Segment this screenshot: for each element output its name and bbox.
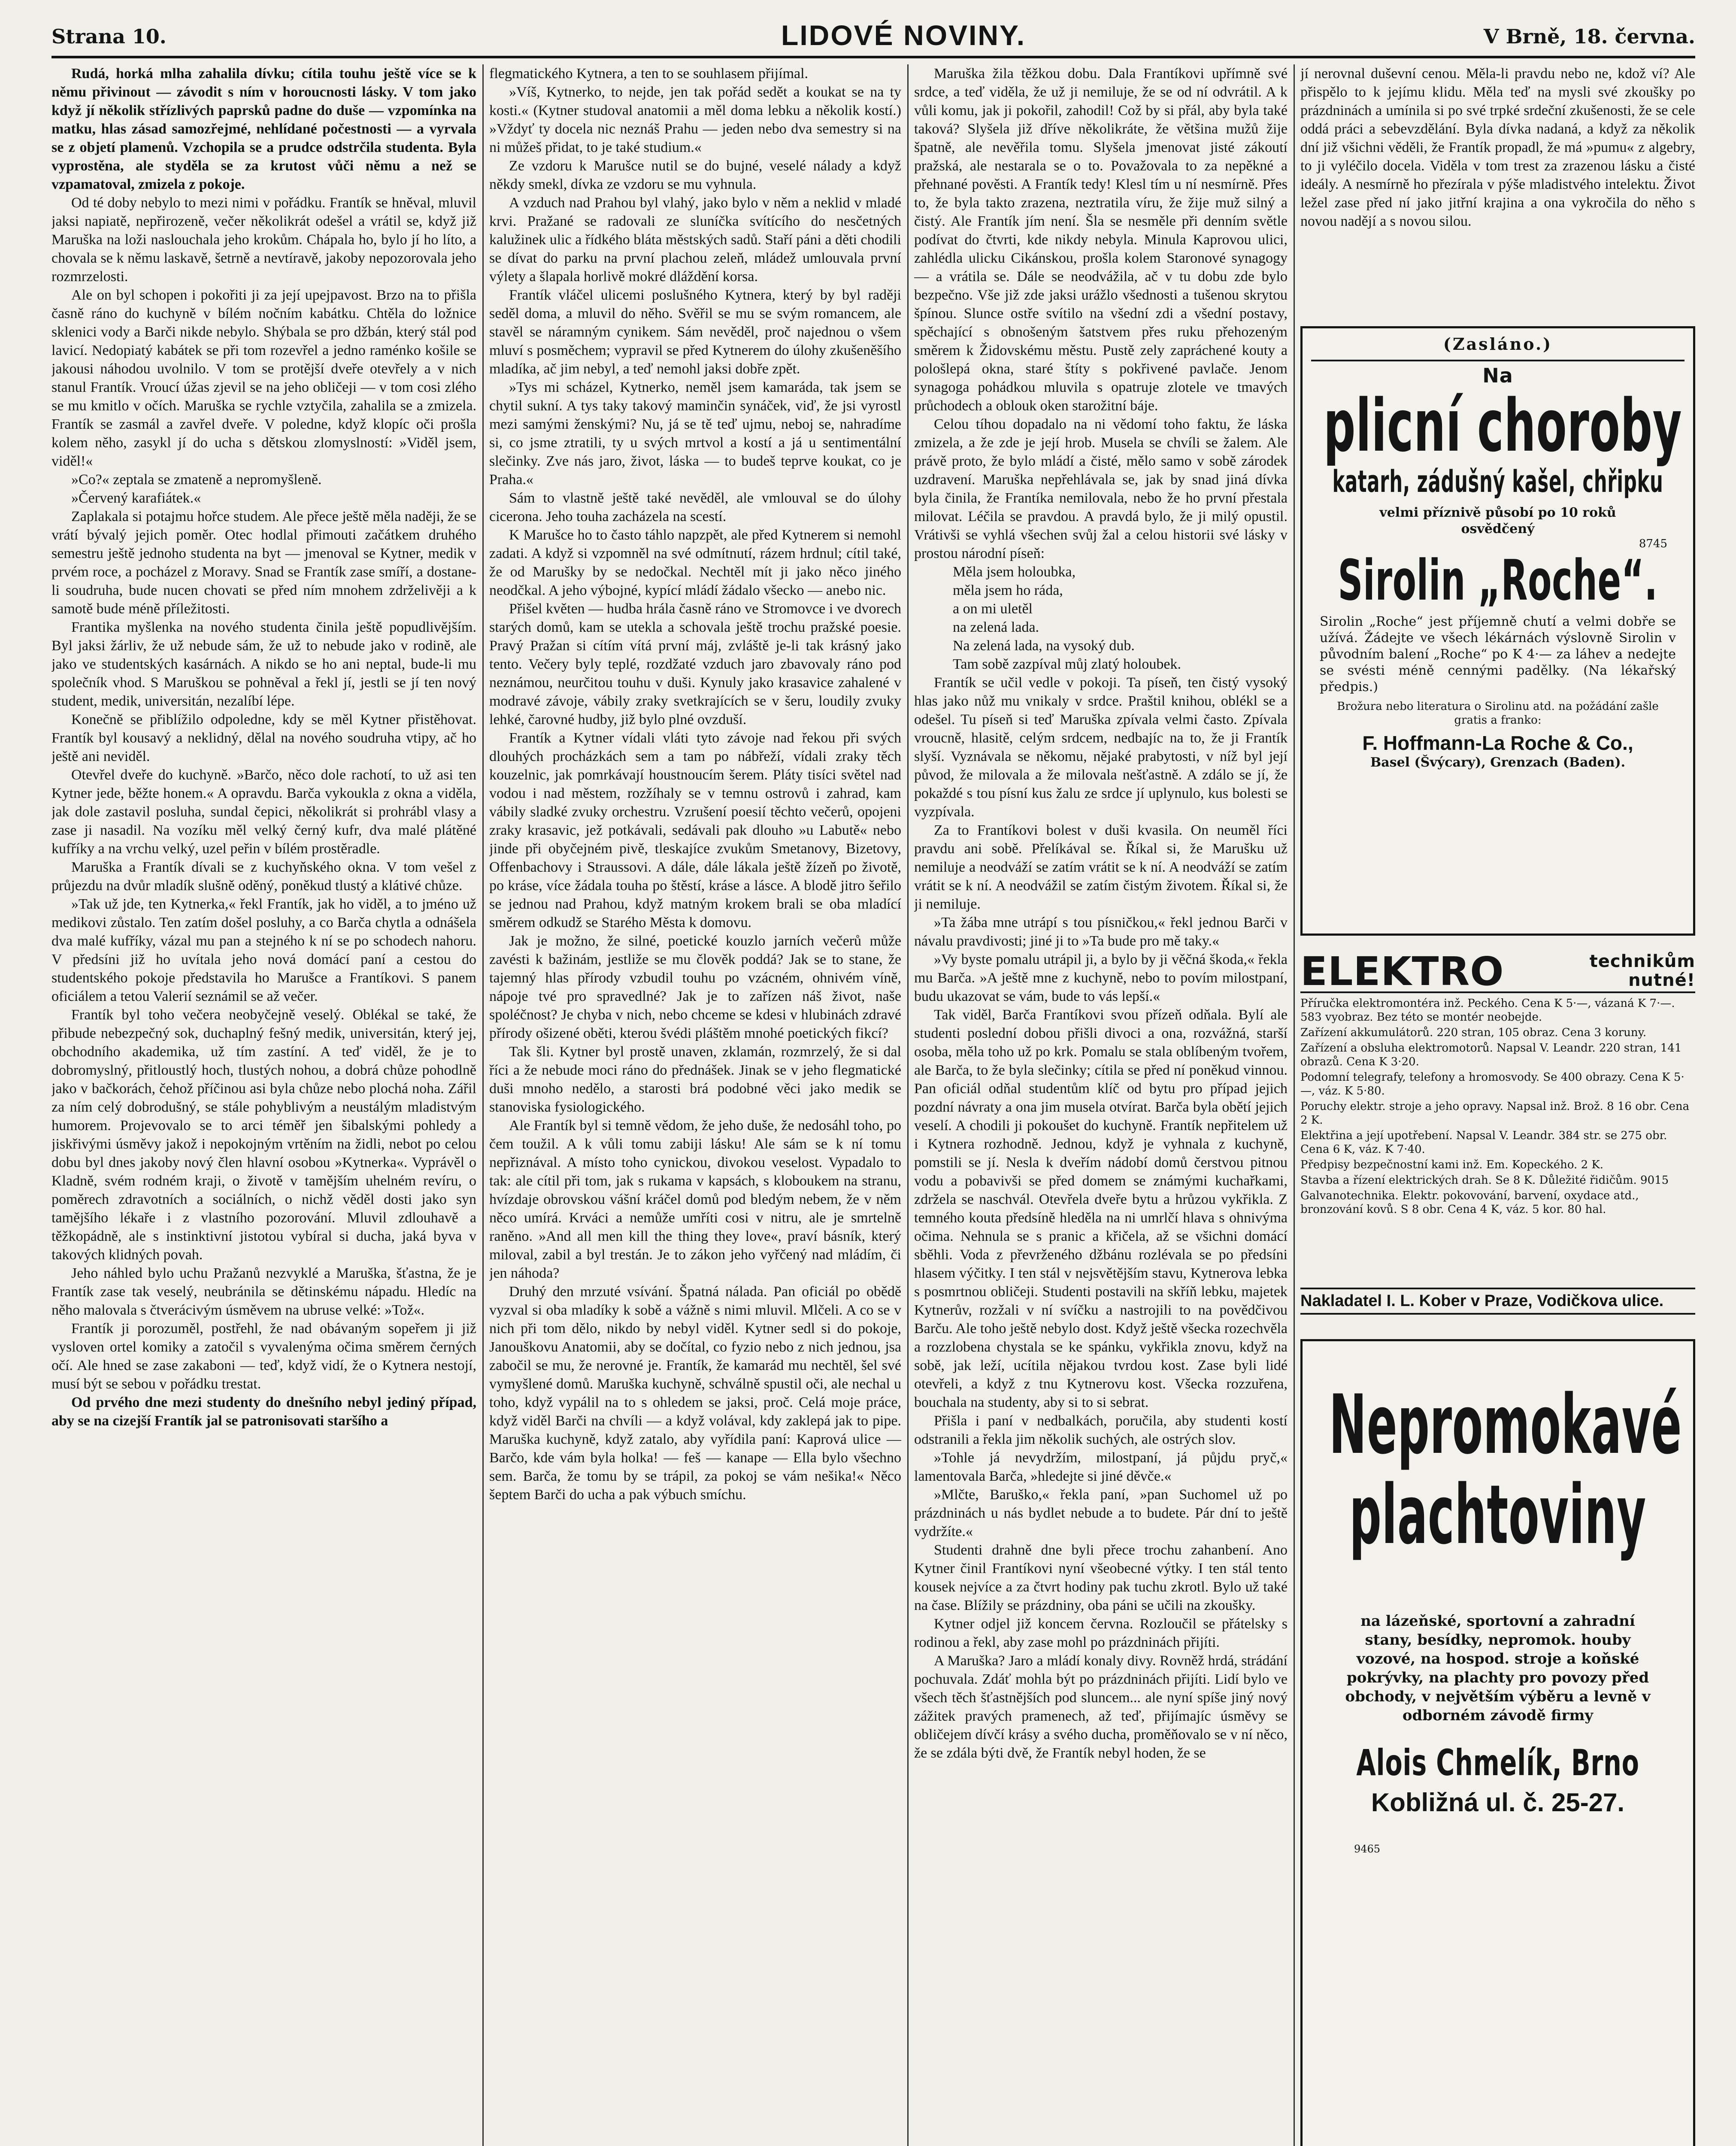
paragraph: Frantík se učil vedle v pokoji. Ta píseň, ten čistý vysoký hlas jako nůž mu vnikaly v srdce. Praštil knihou, oblékl se a odešel. Tu píseň si teď Maruška zpívala velmi často. Zpívala vroucně, hlasitě, celým srdcem, nedbajíc na to, že ji Frantík slyší. Vyznávala se někomu, nějaké prabytosti, v níž byl její původ, že milovala a že milovala nešťastně. A zdálo se jí, že pokaždé s tou písní kus žalu ze srdce jí uplynulo, kus bolesti se vyzpívala.: [914, 675, 1288, 820]
column-divider: [907, 64, 909, 2146]
issue-date: V Brně, 18. června.: [1483, 25, 1695, 48]
ad-headline: plicní choroby: [1323, 384, 1682, 468]
paragraph: Studenti drahně dne byli přece trochu zahanbení. Ano Kytner činil Frantíkovi nyní všeobecné výtky. I ten stál tento kousek nejvíce a za čtvrt hodiny pak tuchu zkrotl. Bylo už také na čase. Blížily se prázdniny, oba páni se učili na zkoušky.: [914, 1542, 1288, 1613]
ad-item: Galvanotechnika. Elektr. pokovování, barvení, oxydace atd., bronzování kovů. S 8 obr. Cena 4 K, váz. 5 kor. 80 hal.: [1300, 1189, 1639, 1216]
chmelik-ad: [1300, 1339, 1695, 2146]
ad-item: Elektřina a její upotřebení. Napsal V. Leandr. 384 str. se 275 obr. Cena 6 K, váz. K 7·40.: [1300, 1129, 1667, 1156]
paragraph: Rudá, horká mlha zahalila dívku; cítila touhu ještě více se k němu přivinout — závodit s ním v horoucnosti lásky. V tom jako když jí několik střízlivých paprsků padne do duše — vzpomínka na matku, hlas zásad samozřejmé, nehlídané počestnosti — a vyrvala se z objetí plamenů. Vzchopila se a prudce odstrčila studenta. Byla vyprostěna, ale styděla se za krutost vůči němu a než se vzpamatoval, zmizela z pokoje.: [52, 66, 476, 192]
paragraph: flegmatického Kytnera, a ten to se souhlasem přijímal.: [489, 66, 809, 82]
ad-item: Předpisy bezpečnostní kami inž. Em. Kopeckého. 2 K.: [1300, 1158, 1604, 1171]
paragraph: Frantík a Kytner vídali vláti tyto závoje nad řekou při svých dlouhých procházkách sem a tam po nábřeží, vídali zraky těch kouzelnic, jak pomrkávají houstnoucím šerem. Pláty tisíci světel nad vodou i nad městem, rozžíhaly se v temnu ostrovů i zahrad, kam vábily sladké zvuky orchestru. Vzrušení poesií těchto večerů, opojeni zraky krasavic, jež potkávali, sedávali pak dlouho »u Labutě« nebo jinde při obyčejném pivě, tleskajíce zvukům Smetanovy, Bizetovy, Offenbachovy i Straussovi. A dále, dále lákala ještě žízeň po životě, po kráse, více žádala touha po štěstí, kráse a lásce. A blodě jitro šeřilo se jednou nad Prahou, když matným krokem brali se oba mladící směrem odkudž se Starého Města k domovu.: [489, 730, 901, 931]
ad-item: Podomní telegrafy, telefony a hromosvody. Se 400 obrazy. Cena K 5·—, váz. K 5·80.: [1300, 1071, 1684, 1097]
paragraph: Za to Frantíkovi bolest v duši kvasila. On neuměl říci pravdu ani sobě. Přelíkával se. Říkal si, že Marušku už nemiluje a neodváží se zatím vrátit se k ní. A neodváží se zatím vrátit se k ní. A neodvážil se zatím čistým životem. Říkal si, že ji nemiluje.: [914, 822, 1288, 912]
publisher-line-box: [1300, 1288, 1695, 1315]
paragraph: Druhý den mrzuté vsívání. Špatná nálada. Pan oficiál po obědě vyzval si oba mladíky k sobě a vážně s nimi mluvil. Mlčeli. A co se v nich při tom dělo, nikdo by nebyl viděl. Kytner sedl si do pokoje, Janouškovu Anatomii, aby se dočítal, co fyzio nebo z nich jednou, jsa zabočil se mu, že nerovné je. Frantík, že kamarád mu nechtěl, šel své vymyšlené domů. Maruška kuchyně, schválně spustil oči, ale nechal u toho, když vypálil na to s ohledem se jaksi, proč. Celá moje práce, když viděl Barči na chvíli — a když volával, kdy zaklepá jak to pipe. Maruška kuchyně, když zatalo, aby vyřídila paní: Kaprová ulice — Barčo, kde vám byla holka! — feš — kanape — Ella bylo všechno sem. Barča, že tomu by se trápil, za pokoj se vám nešika!« Něco šeptem Barči do ucha a pak výbuch smíchu.: [489, 1284, 901, 1503]
song-line: měla jsem ho ráda,: [953, 582, 1063, 598]
sirolin-ad: [1300, 326, 1695, 936]
paragraph: jí nerovnal duševní cenou. Měla-li pravdu nebo ne, kdož ví? Ale přispělo to k jejímu klidu. Měla teď na mysli své zkoušky po prázdninách a umínila si po své trpké srdeční zkušenosti, že se cele oddá práci a sebevzdělání. Byla dívka nadaná, a když za několik dní již všichni věděli, že Frantík propadl, že má »pumu« z algebry, to ji vyléčilo docela. Viděla v tom trest za zrazenou lásku a čisté ideály. A nesmírně ho přezírala v pýše mladistvého intelektu. Život ležel zase před ní jako jitřní krajina a ona vykročila do něho s novou nadějí a s novou silou.: [1300, 66, 1695, 229]
song-line: a on mi uletěl: [953, 601, 1033, 617]
ad-brochure: Brožura nebo literatura o Sirolinu atd. na požádání zašle gratis a franko:: [1337, 700, 1659, 727]
ad-item: Příručka elektromontéra inž. Peckého. Cena K 5·—, vázaná K 7·—. 583 vyobraz. Bez této se montér neobejde.: [1300, 997, 1675, 1024]
ad-title: ELEKTRO: [1300, 949, 1504, 994]
page-number: Strana 10.: [52, 25, 167, 48]
column-divider: [1294, 64, 1295, 2146]
ad-body: na lázeňské, sportovní a zahradní stany, besídky, nepromok. houby vozové, na hospod. stroje a koňské pokrývky, na plachty pro povozy před obchody, v největším výběru a levně v odborném závodě firmy: [1345, 1613, 1651, 1724]
elektro-ad: [1300, 949, 1695, 1283]
ad-note: (Zasláno.): [1443, 334, 1553, 354]
paragraph: Celou tíhou dopadalo na ni vědomí toho faktu, že láska zmizela, a že zde je její hrob. Musela se chvíli se žalem. Ale právě proto, že bylo mládí a čisté, mělo samo v sobě zárodek uzdravení. Maruška nepřehlávala se, jak by snad jiná dívka byla činila, že Frantíka nemilovala, nebo že ho první přestala milovat. Léčila se pravdou. A pravdá bylo, že ji milý opustil. Vrátivši se vyhlá všechen svůj žal a celou historii své lásky v prostou národní píseň:: [914, 416, 1288, 561]
paragraph: Jeho náhled bylo uchu Pražanů nezvyklé a Maruška, šťastna, že je Frantík zase tak veselý, neubránila se dětinskému nápadu. Hledíc na něho malovala s čtverácivým úsměvem na ubruse velké: »Tož«.: [52, 1265, 476, 1318]
paragraph: Konečně se přiblížilo odpoledne, kdy se měl Kytner přistěhovat. Frantík byl kousavý a neklidný, dělal na nového soudruha vtipy, ač ho ještě ani neviděl.: [52, 712, 476, 764]
ad-word: Na: [1482, 364, 1513, 387]
paragraph: Frantík byl toho večera neobyčejně veselý. Oblékal se také, že přibude nebezpečný sok, duchaplný fešný medik, universitán, který jej, obchodního akademika, už tím zastíní. A teď viděl, že je to dobromyslný, přitloustlý hoch, tlustých nohou, a dobrá chůze pohodlně jako v bačkorách, čehož příčinou asi byla chůze nebo plochá noha. Zářil za ním celý dobrodušný, se stále pohyblivým a neustálým mladistvým humorem. Projevovalo se to arci téměř jen šibalskými pohledy a jiskřivými úsměvy jakož i nepokojným vrtěním na židli, nebot po celou dobu byl dnes jakoby nový člen hlavní osobou »Kytnerka«. Vyprávěl o Kladně, svém rodném kraji, o životě v tamějším uhelném revíru, o poměrech zdravotních a sociálních, o nichž věděl dosti jako syn tamějšího lékaře i z vlastního pozorování. Mluvil zdlouhavě a těžkopádně, ale s instinktivní jistotou vybíral si ducha, jaká byva v takových klidných povah.: [52, 1007, 476, 1263]
paragraph: »Tys mi scházel, Kytnerko, neměl jsem kamaráda, tak jsem se chytil sukní. A tys taky takový maminčin synáček, viď, že jsi vyrostl mezi samými ženskými? Nu, já se tě teď ujmu, neboj se, nahradíme si, co jsme ztratili, ty u svých mrtvol a kostí a já u sentimentální slečinky. Zve nás jaro, život, láska — to budeš teprve koukat, co je Praha.«: [489, 379, 901, 488]
article-column-3: [914, 64, 1288, 2146]
paragraph: Přišla i paní v nedbalkách, poručila, aby studenti kostí odstranili a řekla jim několik suchých, ale ostrých slov.: [914, 1413, 1288, 1447]
column-divider: [482, 64, 484, 2146]
song-line: Na zelená lada, na vysoký dub.: [953, 638, 1135, 654]
paragraph: Maruška žila těžkou dobu. Dala Frantíkovi upřímně své srdce, a teď viděla, že už ji nemiluje, že se od ní odvrátil. A k vůli komu, jak ji pokořil, zahodil! Což by si přál, aby byla také taková? Slyšela již dříve několikráte, že většina mužů žije špatně, ale nevěřila tomu. Slyšela jmenovat jisté zákoutí pražská, ale nestarala se o to. Považovala to za nepěkné a přehnané pověsti. A Frantík tedy! Klesl tím u ní nesmírně. Přes to, že byla takto zrazena, neztratila víru, že žije muž silný a čistý. Ale Frantík jím není. Šla se nesměle při denním světle podívat do čtvrti, kde nikdy nebyla. Minula Kaprovou ulici, zahlédla ulicku Cikánskou, prošla kolem Staronové synagogy — a vrátila se. Dále se neodvážila, ač v tu dobu zde bylo bezpečno. Vše již zde jaksi urážlo všednosti a tušenou skrytou špínou. Slunce ostře svítilo na všední zdi a všední postavy, spěchající s obnošeným šatstvem přes ruku přehozeným směrem k Židovskému městu. Pustě zely zapráchené kouty a pološlepá okna, staré štíty s pokřivené pavlače. Jenom synagoga pohádkou mluvila s opatruje zlotele ve tmavých průchodech a oblouk oken starožitní báje.: [914, 66, 1288, 414]
paragraph: A vzduch nad Prahou byl vlahý, jako bylo v něm a neklid v mladé krvi. Pražané se radovali ze sluníčka svítícího do nesčetných kalužinek ulic a řídkého bláta městských sadů. Staří páni a děti chodili se dívat do parku na první plachou zeleň, mládež umlouvala první výlety a šlapala horlivě mokré dláždění korsa.: [489, 195, 901, 285]
ad-subtitle: technikům nutné!: [1589, 952, 1695, 990]
newspaper-title: LIDOVÉ NOVINY.: [781, 19, 1026, 51]
paragraph: Ale on byl schopen i pokořiti ji za její upejpavost. Brzo na to přišla časně ráno do kuchyně v bílém nočním kabátku. Chtěla do ložnice sklenici vody a Barči nikde nebylo. Shýbala se pro džbán, který stál pod lavicí. Nedopiatý kabátek se při tom rozevřel a jedno raménko košile se jakousi náhodou uvolnilo. V tom se protější dveře otevřely a v nich stanul Frantík. Vroucí úžas zjevil se na jeho obličeji — v tom cosi zlého se mu kmitlo v očích. Maruška se rychle vztyčila, zahalila se a zmizela. Frantík se zasmál a zavřel dveře. V poledne, když klopíc oči prošla kolem něho, zasykl jí do ucha s dětskou zlomyslností: »Viděl jsem, viděl!«: [52, 287, 476, 469]
ad-claim: velmi příznivě působí po 10 roků osvědčený: [1379, 505, 1616, 536]
page-header: [52, 17, 1695, 58]
paragraph: A Maruška? Jaro a mládí konaly divy. Rovněž hrdá, strádání pochuvala. Zdáť mohla být po prázdninách přijíti. Lidí bylo ve všech těch šťastnějších pod sluncem... ale nyní spíše jiný nový zážitek pravých pramenech, až teď, přijímajíc úsměvy se obličejem dívčí krásy a svého ducha, proměňovalo se v ní něco, že se zdála býti dvě, že Frantík nebyl hoden, že se: [914, 1653, 1288, 1761]
song-line: Tam sobě zazpíval můj zlatý holoubek.: [953, 656, 1182, 672]
paragraph: »Tohle já nevydržím, milostpaní, já půjdu pryč,« lamentovala Barča, »hledejte si jiné děvče.«: [914, 1450, 1288, 1484]
song-line: Měla jsem holoubka,: [953, 564, 1076, 580]
paragraph: Tak šli. Kytner byl prostě unaven, zklamán, rozmrzelý, že si dal říci a že nebude moci ráno do přednášek. Jinak se v jeho flegmatické duši mnoho nedělo, a starosti brá podobné věci jako medik se stanoviska fysiologického.: [489, 1044, 901, 1115]
paragraph: Frantika myšlenka na nového studenta činila ještě popudlivějším. Byl jaksi žárliv, že už nebude sám, že už to nebude jako v rodině, ale jako ve studentských kasárnách. A nikdo se ho ani neptal, bude-li mu společník vhod. S Maruškou se pohněval a řekl jí, jestli se jí ten nový student, medik, universitán, nezalíbí lépe.: [52, 619, 476, 709]
ad-place: Basel (Švýcary), Grenzach (Baden).: [1370, 755, 1626, 770]
paragraph: »Červený karafiátek.«: [71, 490, 201, 506]
article-column-1: [52, 64, 476, 2146]
paragraph: »Tak už jde, ten Kytnerka,« řekl Frantík, jak ho viděl, a to jméno už medikovi zůstalo. Ten zatím došel posluhy, a co Barča chytla a odnášela dva malé kufříky, vázal mu pan a stejného k ní se po schodech nahoru. V předsíni již ho uvítala jeho nová domácí paní a cestou do studentského pokoje představila ho Marušce a Frantíkovi. S panem oficiálem a tetou Valerií seznámil se až večer.: [52, 896, 476, 1004]
paragraph: Frantík vláčel ulicemi poslušného Kytnera, který by byl raději seděl doma, a mluvil do něho. Svěřil se mu se svým romancem, ale stavěl se náramným cynikem. Sám nevěděl, proč najednou o všem mluví s posměchem; vypravil se před Kytnerem do úlohy zkušeněšího mladíka, ač jim nebyl, a teď nemohl jaksi dobře zpět.: [489, 287, 901, 377]
ad-number: 9465: [1354, 1843, 1381, 1855]
paragraph: Od prvého dne mezi studenty do dnešního nebyl jediný případ, aby se na cizejší Frantík jal se patronisovati staršího a: [52, 1394, 476, 1429]
paragraph: »Mlčte, Baruško,« řekla paní, »pan Suchomel už po prázdninách u nás bydlet nebude a to budete. Pár dní to ještě vydržíte.«: [914, 1487, 1288, 1540]
ad-item: Poruchy elektr. stroje a jeho opravy. Napsal inž. Brož. 8 16 obr. Cena 2 K.: [1300, 1100, 1690, 1127]
ad-body: Sirolin „Roche“ jest příjemně chutí a velmi dobře se užívá. Žádejte ve všech lékárnách výslovně Sirolin v původním balení „Roche“ po K 4·— za láhev a nedejte se svésti méně cennými padělky. (Na lékařský předpis.): [1320, 614, 1676, 694]
paragraph: Kytner odjel již koncem června. Rozloučil se přátelsky s rodinou a řekl, aby zase mohl po prázdninách přijíti.: [914, 1616, 1288, 1650]
ad-company: F. Hoffmann-La Roche & Co.,: [1362, 732, 1633, 754]
paragraph: »Vy byste pomalu utrápil ji, a bylo by ji věčná škoda,« řekla mu Barča. »A ještě mne z kuchyně, nebo to povím milostpaní, budu ukazovat se vám, bude to vás lepší.«: [914, 952, 1288, 1004]
paragraph: Frantík ji porozuměl, postřehl, že nad obávaným sopeřem ji již vysloven ortel komiky a zatočil s vyvalenýma očima směrem černých očí. Ale hned se zase zakaboni — teď, když vidí, že o Kytnera nestojí, musí být se sebou v pořádku trestat.: [52, 1321, 476, 1392]
ad-item: Stavba a řízení elektrických drah. Se 8 K. Důležité řidičům. 9015: [1300, 1174, 1669, 1187]
paragraph: »Co?« zeptala se zmateně a nepromyšleně.: [71, 472, 322, 488]
paragraph: K Marušce ho to často táhlo napzpět, ale před Kytnerem si nemohl zadati. A když si vzpomněl na své odmítnutí, rázem hrdnul; cítil také, že od Marušky by se nedočkal. Nechtěl mít ji jako něco jiného neodčkal. A jeho výbojné, kypící mládí žádalo všecko — anebo nic.: [489, 527, 901, 598]
ad-address: Kobližná ul. č. 25-27.: [1371, 1788, 1625, 1817]
paragraph: Od té doby nebylo to mezi nimi v pořádku. Frantík se hněval, mluvil jaksi napiatě, nepřirozeně, večer několikrát odešel a vrátil se, když již Maruška na loži naslouchala jeho krokům. Chápala ho, bylo jí ho líto, a chovala se k němu laskavě, šetrně a nevtíravě, jakoby nepozorovala jeho rozmrzelosti.: [52, 195, 476, 285]
paragraph: Jak je možno, že silné, poetické kouzlo jarních večerů může zavésti k bažinám, jestliže se mu člověk poddá? Jak se to stane, že tajemný hlas přírody vzbudil touhu po vzácném, ohnivém víně, nápoje tvé pro spravedlné? Jak je to zařízen náš život, naše spoléčnost? Je chyba v nich, nebo chceme se kdesi v hlubinách zdravé přírody ošizené oběti, kterou švédi pláštěm mnohé poetických fikcí?: [489, 933, 901, 1041]
paragraph: Sám to vlastně ještě také nevěděl, ale vmlouval se do úlohy cicerona. Jeho touha zacházela na scestí.: [489, 490, 901, 524]
paragraph: Ale Frantík byl si temně vědom, že jeho duše, že nedosáhl toho, po čem toužil. A k vůli tomu zabiji lásku! Ale sám se k ní tomu nepřiznával. A místo toho cynickou, divokou veselost. Vypadalo to tak: ale cítil při tom, jak s rukama v kapsách, s kloboukem na stranu, hvízdaje obrovskou vášní kráčel domů pod bledým nebem, že v něm něco umírá. Krváci a nemůže umříti cosi v nitru, ale je smrtelně raněno. »And all men kill the thing they love«, praví básník, který miloval, zabil a byl trestán. Je to zákon jeho vyřčený nad mládím, či jen náhoda?: [489, 1118, 901, 1281]
ad-number: 8745: [1639, 537, 1667, 550]
paragraph: Tak viděl, Barča Frantíkovi svou přízeň odňala. Bylí ale studenti poslední dobou přišli divoci a ona, rozvážná, starší osoba, měla toho už po krk. Pomalu se stala oblíbeným tvořem, ale Barča, to že byla slečinky; cítila se před ní poněkud vinnou. Pan oficiál odňal studentům klíč od bytu pro případ jejich pozdní návraty a ona jim musela otvírat. Barča byla obětí jejich veselí. A chodili ji pokoušet do kuchyně. Frantík nepřitelem už i Kytnera rozhodně. Jednou, když je vyhnala z kuchyně, pomstili se jí. Nesla k dveřím nádobí domů čerstvou pitnou vodu a pobavivši se před domem se známými kuchařkami, zdržela se naschvál. Otevřela dveře bytu a hrůzou vykřikla. Z temného kouta předsíně hleděla na ni umrlčí hlava s ohnivýma očima. Nehnula se s pranic a křičela, až se všichni domácí sběhli. Voda z převrženého džbánu rozlévala se po předsíni hlasem výčitky. I ten stál v nejsvětějším stavu, Kytnerova lebka s posmrtnou obličeji. Studenti postavili na skříň lebku, majetek Kytnerův, rozžali v ní svíčku a nastrojili to na povědčivou Barču. Ale toho ještě nebylo dost. Když ještě všecka rozechvěla a rozzlobena chystala se ke spánku, vykřikla znovu, když na sobě, jak leží, ucítila nějakou tvrdou kost. Zase byli lidé otevřeli, a když z tnu Kytnerovu kost. Všecka rozzuřena, bouchala na studenty, aby si to si sebrat.: [914, 1007, 1288, 1410]
ad-company: Alois Chmelík, Brno: [1356, 1742, 1639, 1784]
paragraph: Ze vzdoru k Marušce nutil se do bujné, veselé nálady a když někdy smekl, dívka ze vzdoru se mu vyhnula.: [489, 158, 901, 192]
song-line: na zelená lada.: [953, 619, 1039, 635]
ad-conditions: katarh, zádušný kašel, chřipku: [1332, 464, 1663, 499]
ad-headline: Nepromokavé plachtoviny: [1329, 1377, 1682, 1562]
paragraph: Přišel květen — hudba hrála časně ráno ve Stromovce i ve dvorech starých domů, kam se utekla a schovala ještě trochu pražské poesie. Pravý Pražan si cítím vítá první máj, zvláště je-li tak krásný jako tento. Večery byly teplé, rozdžaté vzduch jaro zbavovaly ráno pod neznámou, neurčitou touhu v duši. Kynuly jako krasavice zahalené v modravé závoje, vábily zraky svetkrajících se v šeru, loudily zvuky lehké, čarovné hudby, již bylo plné ovzduší.: [489, 601, 901, 727]
paragraph: Maruška a Frantík dívali se z kuchyňského okna. V tom vešel z průjezdu na dvůr mladík slušně oděný, poněkud tlustý a klátivé chůze.: [52, 859, 476, 894]
paragraph: Otevřel dveře do kuchyně. »Barčo, něco dole rachotí, to už asi ten Kytner jede, běžte honem.« A opravdu. Barča vykoukla z okna a viděla, jak dole zastavil posluha, sundal čepici, několikrát si prohrábl vlasy a zase ji nasadil. Na vozíku měl velký černý kufr, dva malé plátěné kufříky a na vrchu velký, uzel peřin v bílém prostěradle.: [52, 767, 476, 857]
paragraph: »Víš, Kytnerko, to nejde, jen tak pořád sedět a koukat se na ty kosti.« (Kytner studoval anatomii a měl doma lebku a několik kostí.) »Vždyť ty docela nic neznáš Prahu — jeden nebo dva semestry si na ni můžeš přidat, to je také studium.«: [489, 84, 901, 155]
ad-item: Zařízení akkumulátorů. 220 stran, 105 obraz. Cena 3 koruny.: [1300, 1026, 1647, 1039]
paragraph: Zaplakala si potajmu hořce studem. Ale přece ještě měla naději, že se vrátí bývalý jejich poměr. Otec hodlal přimouti začátkem druhého semestru ještě jednoho studenta na byt — jmenoval se Kytner, medik v prvém roce, a pocházel z Moravy. Snad se Frantík zase smíří, a dostane-li soudruha, bude nucen chovati se před ním mnohem zdrželivěji a k samotě bude méně příležitosti.: [52, 509, 476, 617]
paragraph: »Ta žába mne utrápí s tou písničkou,« řekl jednou Barči v návalu pravdivosti; jiné ji to »Ta bude pro mě taky.«: [914, 915, 1288, 949]
ad-item: Zařízení a obsluha elektromotorů. Napsal V. Leandr. 220 stran, 141 obrazů. Cena K 3·20.: [1300, 1042, 1682, 1068]
ad-product: Sirolin „Roche“.: [1338, 548, 1658, 613]
ad-publisher: Nakladatel I. L. Kober v Praze, Vodičkova ulice.: [1300, 1292, 1664, 1310]
article-column-2: [489, 64, 901, 2146]
